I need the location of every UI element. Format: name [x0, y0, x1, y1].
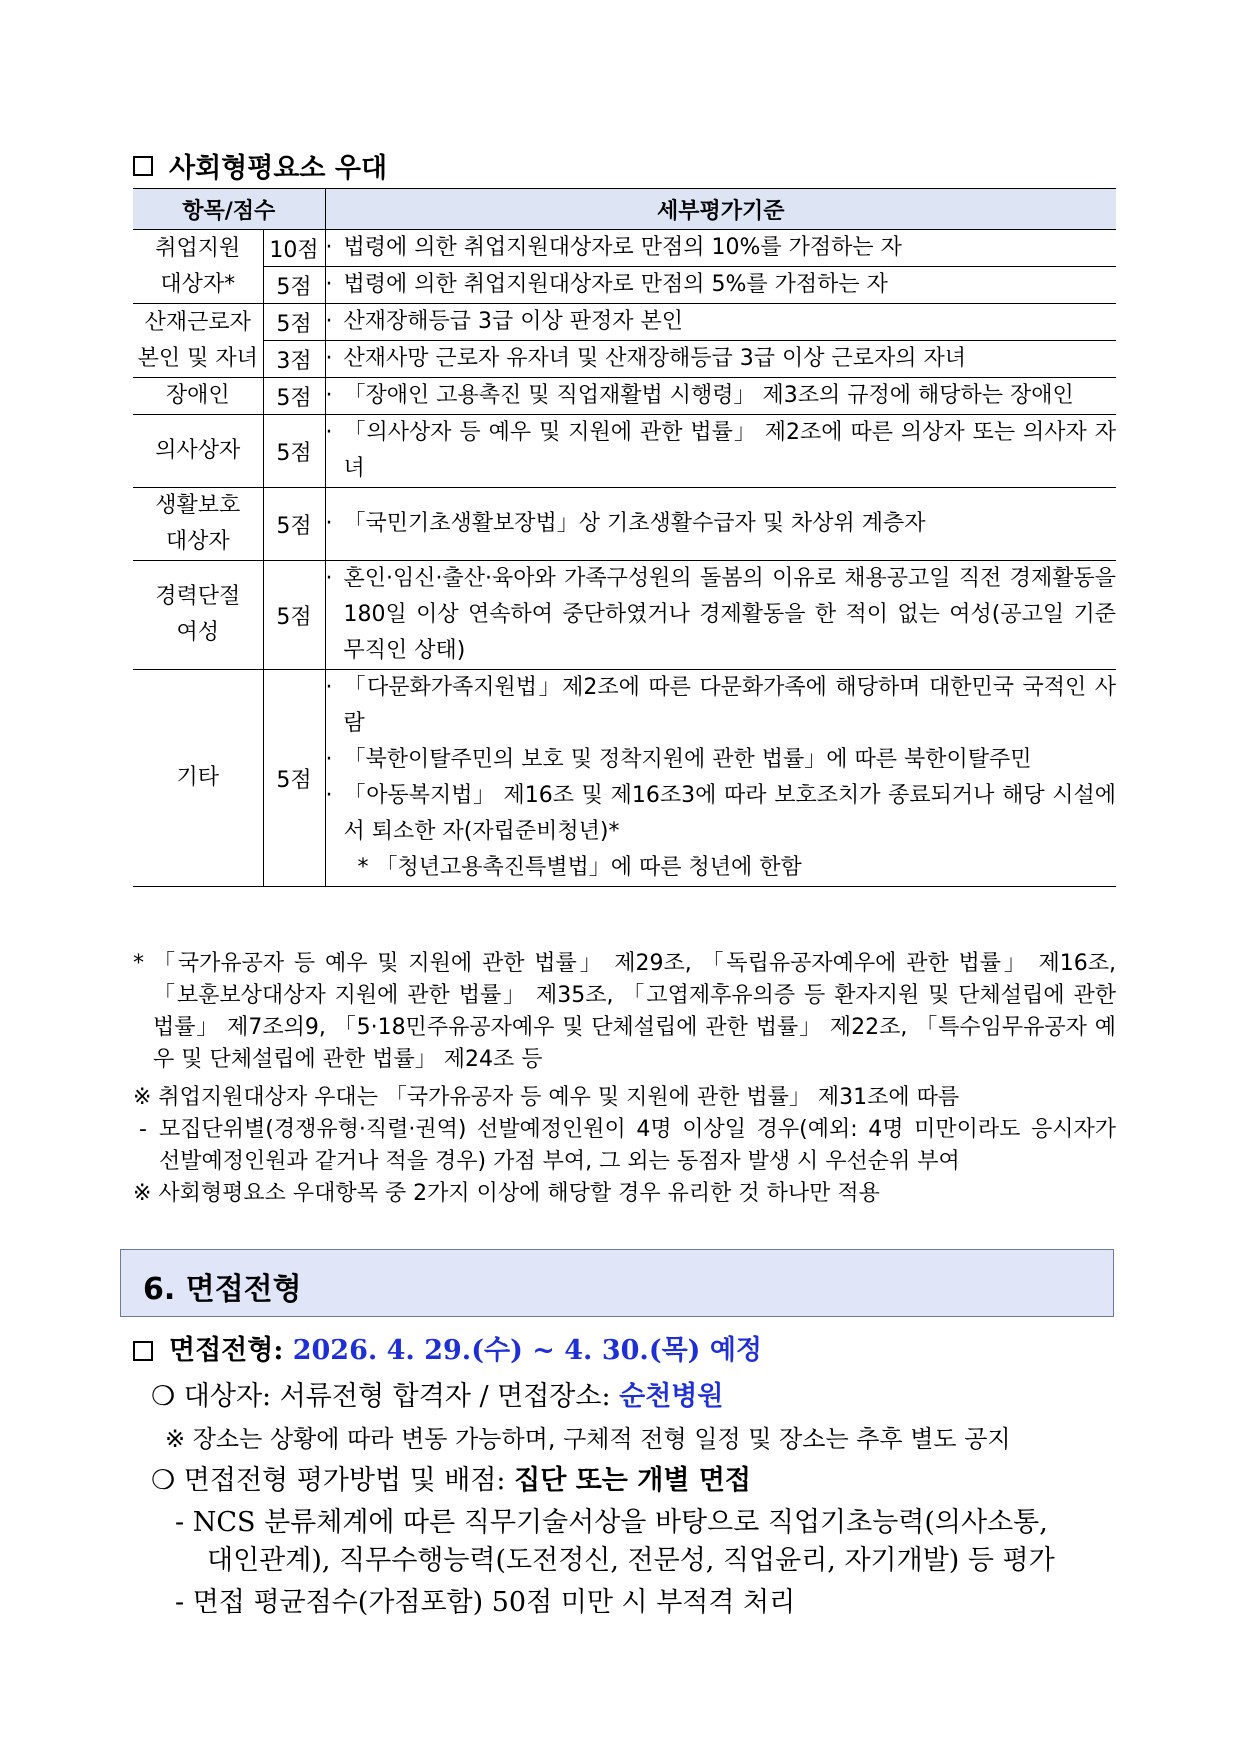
bullet-dot: ·	[325, 783, 333, 808]
criteria-cell	[325, 378, 1116, 415]
points-cell: 5점	[263, 670, 325, 887]
criteria-text: 「장애인 고용촉진 및 직업재활법 시행령」 제3조의 규정에 해당하는 장애인	[343, 383, 1074, 408]
criteria-text: 산재사망 근로자 유자녀 및 산재장해등급 3급 이상 근로자의 자녀	[343, 346, 967, 371]
interview-detail-1b: 대인관계), 직무수행능력(도전정신, 전문성, 직업윤리, 자기개발) 등 평가	[207, 1545, 1055, 1576]
criteria-item	[326, 742, 1117, 778]
bullet-dot: ·	[325, 235, 333, 260]
criteria-text: 「다문화가족지원법」제2조에 따른 다문화가족에 해당하며 대한민국 국적인 사람	[343, 675, 1117, 736]
bullet-dot: ·	[325, 272, 333, 297]
criteria-cell	[325, 230, 1116, 267]
criteria-text: 혼인·임신·출산·육아와 가족구성원의 돌봄의 이유로 채용공고일 직전 경제활동을 180일 이상 연속하여 중단하였거나 경제활동을 한 적이 없는 여성(공고일 기준 무직인 상태)	[343, 566, 1117, 663]
header-item-score: 항목/점수	[133, 189, 325, 230]
criteria-cell	[325, 670, 1116, 887]
criteria-item	[326, 267, 1117, 303]
bullet-dot: ·	[325, 675, 333, 700]
criteria-text: 「국민기초생활보장법」상 기초생활수급자 및 차상위 계층자	[343, 511, 926, 536]
category-cell: 경력단절 여성	[133, 561, 263, 670]
points-cell: 10점	[263, 230, 325, 267]
category-cell: 장애인	[133, 378, 263, 415]
bullet-dot: ·	[325, 747, 333, 772]
table-row	[133, 304, 1116, 341]
points-cell: 5점	[263, 561, 325, 670]
criteria-cell	[325, 341, 1116, 378]
criteria-subnote: * 「청년고용촉진특별법」에 따른 청년에 한함	[357, 855, 802, 880]
table-row	[133, 267, 1116, 304]
table-row	[133, 561, 1116, 670]
social-equity-table	[133, 188, 1116, 887]
interview-place: 순천병원	[619, 1381, 724, 1412]
criteria-item	[326, 506, 1117, 542]
criteria-item	[326, 670, 1117, 742]
interview-detail-1a: - NCS 분류체계에 따른 직무기술서상을 바탕으로 직업기초능력(의사소통,	[175, 1507, 1048, 1538]
note-multiple-items: ※ 사회형평요소 우대항목 중 2가지 이상에 해당할 경우 유리한 것 하나만 적용	[133, 1181, 880, 1206]
checkbox-square-icon	[133, 156, 153, 176]
category-cell: 취업지원 대상자*	[133, 230, 263, 304]
criteria-cell	[325, 561, 1116, 670]
points-cell: 5점	[263, 304, 325, 341]
interview-target: ❍ 대상자: 서류전형 합격자 / 면접장소: 순천병원	[151, 1381, 724, 1412]
section-heading	[133, 146, 387, 185]
category-cell: 의사상자	[133, 415, 263, 488]
section-6-title: 6. 면접전형	[143, 1272, 302, 1307]
footnote: * 「국가유공자 등 예우 및 지원에 관한 법률」 제29조, 「독립유공자예우에 관한 법률」 제16조, 「보훈보상대상자 지원에 관한 법률」 제35조, 「고엽제후유의증 등 환자지원 및 단체설립에 관한 법률」 제7조의9, 「5·18민주유공자예우 및 단체설립에 관한 법률」 제22조, 「특수임무유공자 예우 및 단체설립에 관한 법률」 제24조 등	[133, 951, 1116, 1072]
interview-heading: 면접전형: 2026. 4. 29.(수) ~ 4. 30.(목) 예정	[133, 1328, 1123, 1374]
criteria-cell	[325, 304, 1116, 341]
category-cell: 기타	[133, 670, 263, 887]
interview-date: 2026. 4. 29.(수) ~ 4. 30.(목) 예정	[292, 1335, 763, 1366]
criteria-item	[326, 778, 1117, 850]
table-row	[133, 230, 1116, 267]
criteria-item	[326, 230, 1117, 266]
interview-place-note: ※ 장소는 상황에 따라 변동 가능하며, 구체적 전형 일정 및 장소는 추후 별도 공지	[165, 1425, 1011, 1453]
table-row	[133, 670, 1116, 887]
criteria-text: 법령에 의한 취업지원대상자로 만점의 10%를 가점하는 자	[343, 235, 902, 260]
table-row	[133, 415, 1116, 488]
table-row	[133, 378, 1116, 415]
points-cell: 3점	[263, 341, 325, 378]
criteria-text: 「의사상자 등 예우 및 지원에 관한 법률」 제2조에 따른 의상자 또는 의사자 자녀	[343, 420, 1117, 481]
category-cell: 생활보호 대상자	[133, 488, 263, 561]
bullet-dot: ·	[325, 566, 333, 591]
criteria-item	[326, 378, 1117, 414]
interview-method: ❍ 면접전형 평가방법 및 배점: 집단 또는 개별 면접	[151, 1465, 751, 1496]
criteria-text: 「북한이탈주민의 보호 및 정착지원에 관한 법률」에 따른 북한이탈주민	[343, 747, 1032, 772]
note-employment-support-detail: - 모집단위별(경쟁유형·직렬·권역) 선발예정인원이 4명 이상일 경우(예외: 4명 미만이라도 응시자가 선발예정인원과 같거나 적을 경우) 가점 부여, 그 외는 동점자 발생 시 우선순위 부여	[139, 1117, 1116, 1174]
points-cell: 5점	[263, 378, 325, 415]
criteria-cell	[325, 267, 1116, 304]
header-criteria: 세부평가기준	[325, 189, 1116, 230]
bullet-dot: ·	[325, 420, 333, 445]
criteria-cell	[325, 415, 1116, 488]
criteria-item	[326, 304, 1117, 340]
bullet-dot: ·	[325, 309, 333, 334]
category-cell: 산재근로자 본인 및 자녀	[133, 304, 263, 378]
table-row	[133, 488, 1116, 561]
interview-section	[133, 1328, 1123, 1626]
checkbox-square-icon	[133, 1341, 153, 1361]
interview-method-value: 집단 또는 개별 면접	[514, 1465, 751, 1496]
section-title: 사회형평요소 우대	[169, 153, 388, 184]
bullet-dot: ·	[325, 511, 333, 536]
criteria-item	[326, 561, 1117, 669]
criteria-text: 산재장해등급 3급 이상 판정자 본인	[343, 309, 684, 334]
criteria-cell	[325, 488, 1116, 561]
interview-detail-2: - 면접 평균점수(가점포함) 50점 미만 시 부적격 처리	[175, 1587, 796, 1618]
points-cell: 5점	[263, 415, 325, 488]
criteria-text: 법령에 의한 취업지원대상자로 만점의 5%를 가점하는 자	[343, 272, 888, 297]
criteria-item	[326, 341, 1117, 377]
points-cell: 5점	[263, 488, 325, 561]
criteria-item	[326, 415, 1117, 487]
notes-block	[133, 948, 1116, 1210]
bullet-dot: ·	[325, 383, 333, 408]
table-row	[133, 341, 1116, 378]
criteria-text: 「아동복지법」 제16조 및 제16조3에 따라 보호조치가 종료되거나 해당 시설에서 퇴소한 자(자립준비청년)*	[343, 783, 1117, 844]
bullet-dot: ·	[325, 346, 333, 371]
note-employment-support: ※ 취업지원대상자 우대는 「국가유공자 등 예우 및 지원에 관한 법률」 제31조에 따름	[133, 1085, 960, 1110]
points-cell: 5점	[263, 267, 325, 304]
section-6-header	[120, 1249, 1114, 1317]
